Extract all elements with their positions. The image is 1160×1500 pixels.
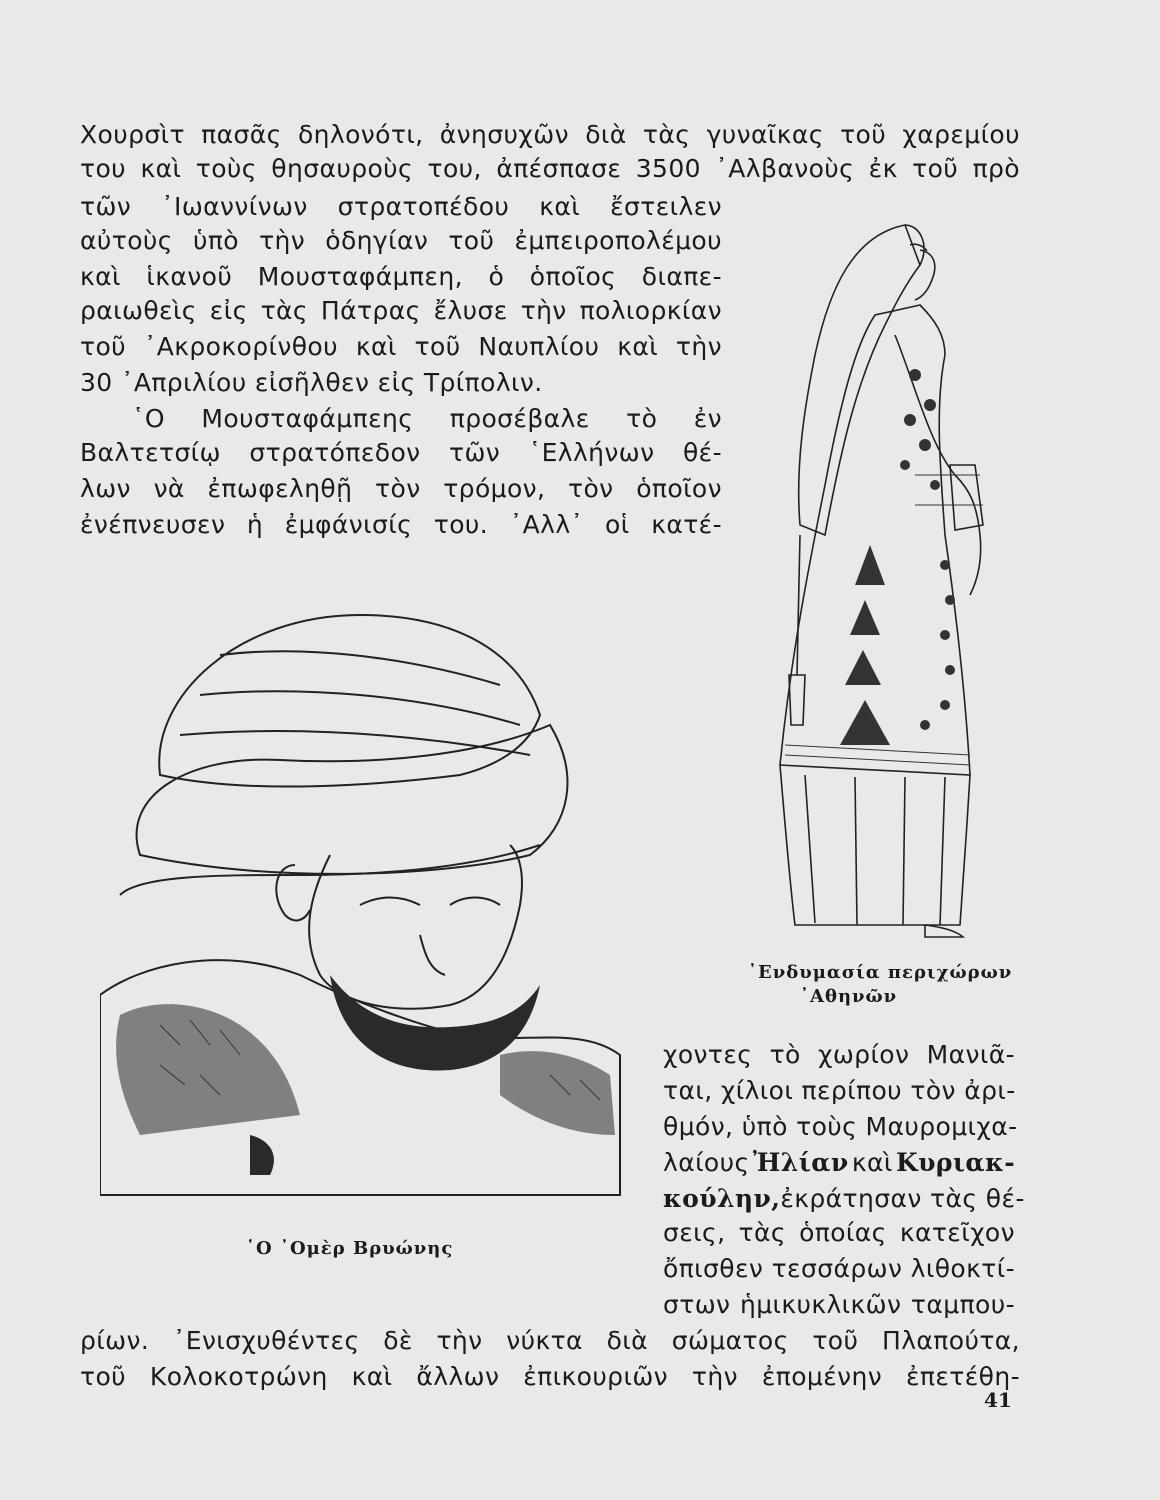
text-line <box>663 1146 1015 1180</box>
text-line: του καὶ τοὺς θησαυροὺς του, ἀπέσπασε 3500 ᾿Αλβανοὺς ἐκ τοῦ πρὸ <box>80 154 1020 183</box>
text-line: ὄπισθεν τεσσάρων λιθοκτί- <box>663 1254 1015 1283</box>
text-line <box>663 1182 1025 1216</box>
text-line: Χουρσὶτ πασᾶς δηλονότι, ἀνησυχῶν διὰ τὰς γυναῖκας τοῦ χαρεμίου <box>80 120 1020 149</box>
text-line: ται, χίλιοι περίπου τὸν ἀρι- <box>663 1076 1016 1105</box>
text-word: καὶ <box>851 1148 893 1177</box>
text-line: θμόν, ὑπὸ τοὺς Μαυρομιχα- <box>663 1112 1018 1141</box>
text-line: τοῦ Κολοκοτρώνη καὶ ἄλλων ἐπικουριῶν τὴν ἐπομένην ἐπετέθη- <box>80 1362 1020 1391</box>
text-line: αὐτοὺς ὑπὸ τὴν ὁδηγίαν τοῦ ἐμπειροπολέμου <box>80 226 722 255</box>
costume-caption-line2: ᾿Αθηνῶν <box>800 986 898 1007</box>
portrait-figure <box>100 575 640 1225</box>
text-line: σεις, τὰς ὁποίας κατεῖχον <box>663 1218 1015 1247</box>
text-line: λων νὰ ἐπωφεληθῇ τὸν τρόμον, τὸν ὁποῖον <box>80 474 722 503</box>
text-line: ρίων. ᾿Ενισχυθέντες δὲ τὴν νύκτα διὰ σώματος τοῦ Πλαπούτα, <box>80 1326 1020 1355</box>
portrait-caption: ῾Ο ᾿Ομὲρ Βρυώνης <box>246 1238 454 1259</box>
page-number: 41 <box>984 1388 1012 1412</box>
text-line-indent: ῾Ο Μουσταφάμπεης προσέβαλε τὸ ἐν <box>132 404 722 433</box>
costume-figure <box>745 205 1045 945</box>
text-line: καὶ ἱκανοῦ Μουσταφάμπεη, ὁ ὁποῖος διαπε- <box>80 262 722 291</box>
text-line: τῶν ᾿Ιωαννίνων στρατοπέδου καὶ ἔστειλεν <box>80 192 722 221</box>
costume-caption-line1: ᾿Ενδυμασία περιχώρων <box>748 962 1013 983</box>
text-line: χοντες τὸ χωρίον Μανιᾶ- <box>663 1040 1015 1069</box>
text-line: τοῦ ᾿Ακροκορίνθου καὶ τοῦ Ναυπλίου καὶ τὴν <box>80 332 722 361</box>
bold-name: κούλην, <box>663 1184 781 1213</box>
text-line: 30 ᾿Απριλίου εἰσῆλθεν εἰς Τρίπολιν. <box>80 368 543 397</box>
bold-name: Ἠλίαν <box>752 1148 849 1177</box>
text-line: ραιωθεὶς εἰς τὰς Πάτρας ἔλυσε τὴν πολιορκίαν <box>80 296 722 325</box>
text-word: ἐκράτησαν τὰς θέ- <box>780 1184 1025 1213</box>
text-word: λαίους <box>663 1148 750 1177</box>
text-line: στων ἡμικυκλικῶν ταμπου- <box>663 1290 1015 1319</box>
text-line: ἐνέπνευσεν ἡ ἐμφάνισίς του. ᾿Αλλ᾿ οἱ κατέ- <box>80 510 722 539</box>
bold-name: Κυριακ- <box>896 1148 1015 1177</box>
text-line: Βαλτετσίῳ στρατόπεδον τῶν ῾Ελλήνων θέ- <box>80 438 722 467</box>
